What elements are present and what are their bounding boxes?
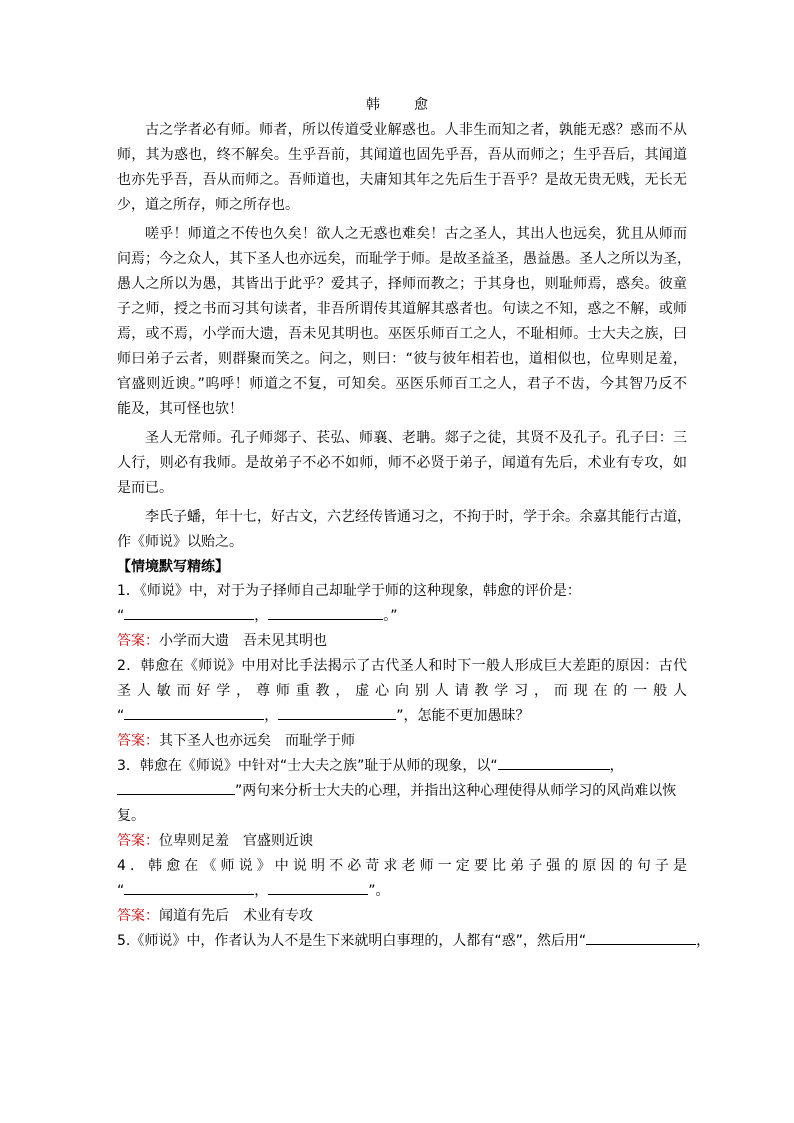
question-3 bbox=[117, 754, 687, 854]
paragraph-line: 也亦先乎吾，吾从而师之。吾师道也，夫庸知其年之先后生于吾乎？是故无贵无贱，无长无 bbox=[117, 172, 687, 188]
answer-blank[interactable] bbox=[117, 779, 235, 795]
article-paragraph-3 bbox=[117, 426, 687, 501]
separator: ， bbox=[609, 758, 624, 774]
answer-text: 位卑则足羞 官盛则近谀 bbox=[159, 833, 313, 849]
open-quote: “ bbox=[117, 608, 125, 624]
paragraph-line: 是而已。 bbox=[117, 480, 173, 496]
separator: ， bbox=[696, 933, 711, 949]
question-text: 1．《师说》中，对于为子择师自己却耻学于师的这种现象，韩愈的评价是： bbox=[117, 583, 581, 599]
answer-blank[interactable] bbox=[124, 604, 254, 620]
close-quote: ”。 bbox=[368, 883, 390, 899]
answer-blank[interactable] bbox=[124, 704, 264, 720]
close-quote: 。” bbox=[383, 608, 398, 624]
answer-label: 答案： bbox=[117, 733, 159, 749]
separator: ， bbox=[254, 883, 269, 899]
paragraph-line: 焉，或不焉，小学而大遗，吾未见其明也。巫医乐师百工之人，不耻相师。士大夫之族，曰 bbox=[117, 326, 687, 342]
article-paragraph-4 bbox=[117, 505, 691, 555]
answer bbox=[117, 829, 687, 854]
article-author-title: 韩 愈 bbox=[366, 97, 438, 113]
open-quote: “ bbox=[117, 883, 125, 899]
paragraph-line: 能及，其可怪也欤！ bbox=[117, 401, 243, 417]
question-5 bbox=[117, 929, 711, 954]
paragraph-line: 作《师说》以贻之。 bbox=[117, 534, 243, 550]
question-text: 4．韩愈在《师说》中说明不必苛求老师一定要比弟子强的原因的句子是 bbox=[117, 858, 687, 874]
answer-blank[interactable] bbox=[124, 879, 254, 895]
paragraph-line: 师，其为惑也，终不解矣。生乎吾前，其闻道也固先乎吾，吾从而师之；生乎吾后，其闻道 bbox=[117, 147, 687, 163]
paragraph-line: 人行，则必有我师。是故弟子不必不如师，师不必贤于弟子，闻道有先后，术业有专攻，如 bbox=[117, 455, 687, 471]
question-2 bbox=[117, 654, 687, 754]
question-text: 3．韩愈在《师说》中针对“士大夫之族”耻于从师的现象，以“ bbox=[117, 758, 498, 774]
answer-label: 答案： bbox=[117, 633, 159, 649]
answer-blank[interactable] bbox=[498, 754, 610, 770]
paragraph-line: 嗟乎！师道之不传也久矣！欲人之无惑也难矣！古之圣人，其出人也远矣，犹且从师而 bbox=[145, 226, 687, 242]
question-text: ”两句来分析士大夫的心理，并指出这种心理使得从师学习的风尚难以恢 bbox=[235, 783, 677, 799]
question-text: 圣人敏而好学，尊师重教，虚心向别人请教学习，而现在的一般人 bbox=[117, 683, 687, 699]
answer bbox=[117, 629, 687, 654]
separator: ， bbox=[264, 708, 279, 724]
answer-text: 其下圣人也亦远矣 而耻学于师 bbox=[159, 733, 355, 749]
answer-label: 答案： bbox=[117, 833, 159, 849]
answer bbox=[117, 904, 687, 929]
question-1 bbox=[117, 579, 687, 654]
answer-text: 小学而大遗 吾未见其明也 bbox=[159, 633, 327, 649]
paragraph-line: 师曰弟子云者，则群聚而笑之。问之，则曰：“彼与彼年相若也，道相似也，位卑则足羞， bbox=[117, 351, 687, 367]
answer bbox=[117, 729, 687, 754]
close-quote: ”，怎能不更加愚昧？ bbox=[396, 708, 530, 724]
paragraph-line: 子之师，授之书而习其句读者，非吾所谓传其道解其惑者也。句读之不知，惑之不解，或师 bbox=[117, 301, 687, 317]
paragraph-line: 圣人无常师。孔子师郯子、苌弘、师襄、老聃。郯子之徒，其贤不及孔子。孔子曰：三 bbox=[145, 430, 687, 446]
separator: ， bbox=[254, 608, 269, 624]
answer-blank[interactable] bbox=[268, 604, 383, 620]
paragraph-line: 官盛则近谀。”呜呼！师道之不复，可知矣。巫医乐师百工之人，君子不齿，今其智乃反不 bbox=[117, 376, 687, 392]
answer-blank[interactable] bbox=[268, 879, 368, 895]
section-title: 【情境默写精练】 bbox=[117, 559, 229, 575]
document-page bbox=[117, 92, 711, 954]
question-text: 2．韩愈在《师说》中用对比手法揭示了古代圣人和时下一般人形成巨大差距的原因：古代 bbox=[117, 658, 687, 674]
paragraph-line: 李氏子蟠，年十七，好古文，六艺经传皆通习之，不拘于时，学于余。余嘉其能行古道， bbox=[145, 509, 691, 525]
answer-blank[interactable] bbox=[586, 929, 696, 945]
question-4 bbox=[117, 854, 687, 929]
answer-blank[interactable] bbox=[278, 704, 396, 720]
paragraph-line: 愚人之所以为愚，其皆出于此乎？爱其子，择师而教之；于其身也，则耻师焉，惑矣。彼童 bbox=[117, 276, 687, 292]
answer-label: 答案： bbox=[117, 908, 159, 924]
open-quote: “ bbox=[117, 708, 125, 724]
article-paragraph-1 bbox=[117, 118, 687, 218]
paragraph-line: 古之学者必有师。师者，所以传道受业解惑也。人非生而知之者，孰能无惑？惑而不从 bbox=[145, 122, 687, 138]
article-paragraph-2 bbox=[117, 222, 691, 422]
paragraph-line: 问焉；今之众人，其下圣人也亦远矣，而耻学于师。是故圣益圣，愚益愚。圣人之所以为圣， bbox=[117, 251, 691, 267]
paragraph-line: 少，道之所存，师之所存也。 bbox=[117, 197, 299, 213]
question-text: 复。 bbox=[117, 808, 145, 824]
answer-text: 闻道有先后 术业有专攻 bbox=[159, 908, 313, 924]
question-text: 5.《师说》中，作者认为人不是生下来就明白事理的，人都有“惑”，然后用“ bbox=[117, 933, 587, 949]
